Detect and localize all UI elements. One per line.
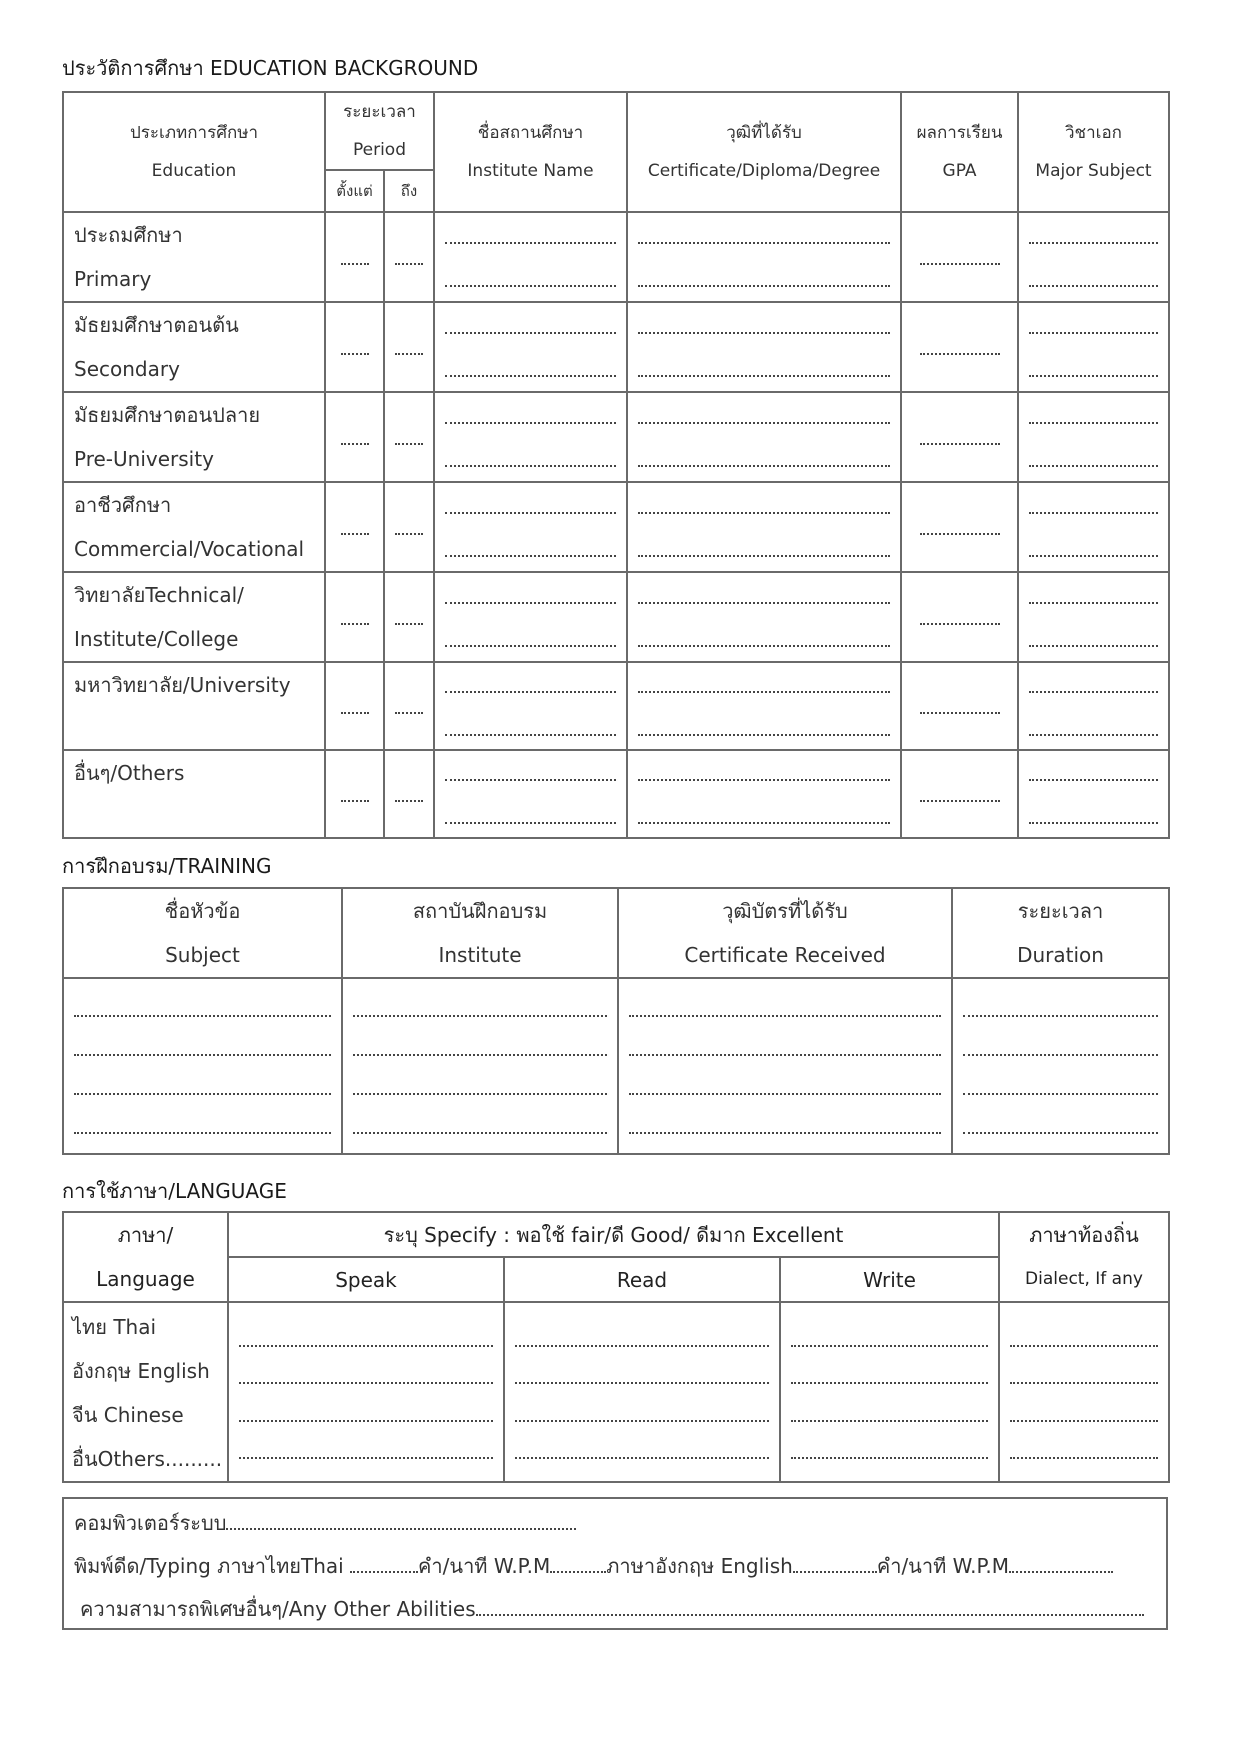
education-institute-field[interactable] (445, 765, 616, 781)
education-period-from-field[interactable] (341, 609, 369, 625)
training-institute-field[interactable] (353, 1001, 607, 1017)
education-major-cell (1018, 302, 1169, 392)
education-gpa-cell (901, 572, 1018, 662)
education-certificate-cell (627, 302, 901, 392)
header-institute-en: Institute Name (467, 161, 594, 181)
training-header-duration-th: ระยะเวลา (1017, 899, 1104, 923)
education-section-title: ประวัติการศึกษา EDUCATION BACKGROUND (62, 56, 479, 80)
language-header-language (63, 1212, 228, 1302)
education-level-th: มหาวิทยาลัย/University (74, 673, 291, 697)
read-chinese-field[interactable] (515, 1406, 769, 1422)
education-header-row (63, 92, 1169, 170)
education-institute-cell (434, 392, 627, 482)
education-institute-field[interactable] (445, 228, 616, 244)
education-institute-field[interactable] (445, 318, 616, 334)
education-period-to-cell (384, 662, 434, 750)
education-certificate-field[interactable] (638, 271, 890, 287)
education-institute-field[interactable] (445, 408, 616, 424)
training-table (62, 887, 1170, 1155)
dialect-thai-field[interactable] (1010, 1331, 1158, 1347)
education-major-field[interactable] (1029, 361, 1158, 377)
read-others-field[interactable] (515, 1443, 769, 1459)
education-level-en: Commercial/Vocational (74, 537, 305, 561)
education-row (63, 750, 1169, 838)
education-period-to-field[interactable] (395, 249, 423, 265)
typing-line (74, 1550, 1113, 1582)
education-institute-cell (434, 212, 627, 302)
language-header-specify: ระบุ Specify : พอใช้ fair/ดี Good/ ดีมาก Excellent (228, 1212, 999, 1257)
education-institute-field[interactable] (445, 361, 616, 377)
training-header-subject-en: Subject (165, 943, 240, 967)
education-period-to-field[interactable] (395, 429, 423, 445)
typing-english-wpm-label: คำ/นาที W.P.M (876, 1554, 1010, 1578)
dialect-chinese-field[interactable] (1010, 1406, 1158, 1422)
training-header-duration (952, 888, 1169, 978)
training-duration-field[interactable] (963, 1040, 1158, 1056)
education-period-from-cell (325, 482, 384, 572)
write-thai-field[interactable] (791, 1331, 988, 1347)
education-period-to-field[interactable] (395, 519, 423, 535)
header-period-th: ระยะเวลา (343, 102, 416, 122)
education-certificate-field[interactable] (638, 361, 890, 377)
education-major-cell (1018, 392, 1169, 482)
training-header-subject-th: ชื่อหัวข้อ (164, 899, 241, 923)
education-institute-field[interactable] (445, 588, 616, 604)
education-period-to-field[interactable] (395, 339, 423, 355)
education-period-to-cell (384, 212, 434, 302)
education-period-from-cell (325, 392, 384, 482)
header-period-to: ถึง (384, 170, 434, 212)
education-certificate-field[interactable] (638, 588, 890, 604)
computer-field[interactable] (226, 1512, 576, 1530)
education-period-from-cell (325, 572, 384, 662)
header-period-from: ตั้งแต่ (325, 170, 384, 212)
education-major-field[interactable] (1029, 318, 1158, 334)
typing-thai-wpm-label: คำ/นาที W.P.M (418, 1554, 551, 1578)
language-section-title: การใช้ภาษา/LANGUAGE (62, 1179, 287, 1203)
language-speak-cell (228, 1302, 504, 1482)
header-institute (434, 92, 627, 212)
language-header-dialect-en: Dialect, If any (1025, 1269, 1143, 1289)
education-level-th: ประถมศึกษา (74, 223, 183, 247)
education-gpa-field[interactable] (920, 519, 1000, 535)
education-institute-field[interactable] (445, 720, 616, 736)
training-institute-field[interactable] (353, 1040, 607, 1056)
education-table (62, 91, 1170, 839)
education-institute-cell (434, 302, 627, 392)
language-header-write: Write (780, 1257, 999, 1302)
education-institute-field[interactable] (445, 677, 616, 693)
speak-english-field[interactable] (239, 1368, 493, 1384)
education-period-to-cell (384, 392, 434, 482)
header-major (1018, 92, 1169, 212)
education-certificate-field[interactable] (638, 720, 890, 736)
speak-others-field[interactable] (239, 1443, 493, 1459)
read-english-field[interactable] (515, 1368, 769, 1384)
language-data-row (63, 1302, 1169, 1482)
education-level-th: มัธยมศึกษาตอนต้น (74, 313, 239, 337)
education-certificate-field[interactable] (638, 228, 890, 244)
training-duration-field[interactable] (963, 1118, 1158, 1134)
header-period-en: Period (352, 140, 406, 160)
education-certificate-cell (627, 482, 901, 572)
training-header-institute-th: สถาบันฝึกอบรม (412, 899, 548, 923)
header-gpa-en: GPA (942, 161, 977, 181)
language-label-english: อังกฤษ English (72, 1359, 210, 1383)
education-gpa-cell (901, 750, 1018, 838)
education-row (63, 212, 1169, 302)
education-certificate-cell (627, 212, 901, 302)
header-major-en: Major Subject (1035, 161, 1152, 181)
education-certificate-field[interactable] (638, 318, 890, 334)
read-thai-field[interactable] (515, 1331, 769, 1347)
education-major-field[interactable] (1029, 228, 1158, 244)
education-major-cell (1018, 750, 1169, 838)
language-labels-cell (63, 1302, 228, 1482)
education-certificate-field[interactable] (638, 677, 890, 693)
header-education-th: ประเภทการศึกษา (129, 123, 259, 143)
language-header-row-1 (63, 1212, 1169, 1257)
education-major-field[interactable] (1029, 720, 1158, 736)
language-header-dialect-th: ภาษาท้องถิ่น (1029, 1223, 1139, 1247)
training-certificate-field[interactable] (629, 1079, 941, 1095)
education-period-to-field[interactable] (395, 609, 423, 625)
education-gpa-field[interactable] (920, 786, 1000, 802)
education-major-field[interactable] (1029, 631, 1158, 647)
language-table (62, 1211, 1170, 1483)
education-institute-cell (434, 662, 627, 750)
education-level-th: อาชีวศึกษา (74, 493, 172, 517)
education-level-en: Pre-University (74, 447, 214, 471)
education-major-field[interactable] (1029, 271, 1158, 287)
speak-chinese-field[interactable] (239, 1406, 493, 1422)
education-level-en (74, 795, 324, 837)
header-gpa-th: ผลการเรียน (916, 123, 1003, 143)
education-level-cell (63, 392, 325, 482)
education-certificate-cell (627, 662, 901, 750)
typing-english-wpm-field[interactable] (1009, 1555, 1113, 1573)
header-education (63, 92, 325, 212)
education-major-field[interactable] (1029, 541, 1158, 557)
education-level-th: อื่นๆ/Others (74, 761, 185, 785)
education-gpa-field[interactable] (920, 249, 1000, 265)
education-certificate-field[interactable] (638, 451, 890, 467)
education-major-field[interactable] (1029, 588, 1158, 604)
education-level-cell (63, 212, 325, 302)
header-certificate-en: Certificate/Diploma/Degree (647, 161, 881, 181)
education-institute-field[interactable] (445, 498, 616, 514)
education-level-en: Secondary (74, 357, 180, 381)
education-certificate-field[interactable] (638, 541, 890, 557)
education-period-to-cell (384, 572, 434, 662)
education-certificate-field[interactable] (638, 498, 890, 514)
education-level-cell (63, 750, 325, 838)
education-gpa-field[interactable] (920, 339, 1000, 355)
training-header-row (63, 888, 1169, 978)
education-level-en: Primary (74, 267, 152, 291)
education-level-cell (63, 482, 325, 572)
training-subject-field[interactable] (74, 1118, 331, 1134)
training-section-title: การฝึกอบรม/TRAINING (62, 854, 272, 878)
education-gpa-field[interactable] (920, 609, 1000, 625)
education-level-cell (63, 572, 325, 662)
education-period-from-field[interactable] (341, 429, 369, 445)
education-period-from-field[interactable] (341, 519, 369, 535)
education-institute-cell (434, 750, 627, 838)
typing-thai-label: พิมพ์ดีด/Typing ภาษาไทยThai (74, 1554, 344, 1578)
language-header-language-th: ภาษา/ (117, 1223, 174, 1247)
education-period-from-cell (325, 212, 384, 302)
education-major-field[interactable] (1029, 408, 1158, 424)
education-certificate-cell (627, 392, 901, 482)
education-gpa-cell (901, 392, 1018, 482)
education-level-th: วิทยาลัยTechnical/ (74, 583, 244, 607)
education-period-from-field[interactable] (341, 249, 369, 265)
education-period-from-field[interactable] (341, 786, 369, 802)
typing-english-label: ภาษาอังกฤษ English (606, 1554, 793, 1578)
dialect-english-field[interactable] (1010, 1368, 1158, 1384)
education-institute-field[interactable] (445, 808, 616, 824)
other-skills-box (62, 1497, 1168, 1630)
header-certificate-th: วุฒิที่ได้รับ (726, 123, 802, 143)
header-gpa (901, 92, 1018, 212)
education-period-to-field[interactable] (395, 786, 423, 802)
computer-label: คอมพิวเตอร์ระบบ (74, 1511, 227, 1535)
training-header-subject (63, 888, 342, 978)
education-gpa-field[interactable] (920, 429, 1000, 445)
education-certificate-field[interactable] (638, 631, 890, 647)
training-institute-cell (342, 978, 618, 1154)
education-period-to-field[interactable] (395, 698, 423, 714)
computer-line (74, 1507, 576, 1539)
training-header-certificate-th: วุฒิบัตรที่ได้รับ (722, 899, 848, 923)
training-header-certificate-en: Certificate Received (684, 943, 886, 967)
language-label-chinese: จีน Chinese (72, 1403, 184, 1427)
education-certificate-cell (627, 572, 901, 662)
training-institute-field[interactable] (353, 1079, 607, 1095)
education-gpa-cell (901, 212, 1018, 302)
header-major-th: วิชาเอก (1065, 123, 1122, 143)
education-level-en: Institute/College (74, 627, 239, 651)
training-duration-field[interactable] (963, 1001, 1158, 1017)
language-header-read: Read (504, 1257, 780, 1302)
training-subject-field[interactable] (74, 1040, 331, 1056)
education-institute-field[interactable] (445, 631, 616, 647)
education-major-field[interactable] (1029, 765, 1158, 781)
education-gpa-cell (901, 482, 1018, 572)
training-duration-field[interactable] (963, 1079, 1158, 1095)
education-row (63, 572, 1169, 662)
education-major-field[interactable] (1029, 808, 1158, 824)
training-duration-cell (952, 978, 1169, 1154)
training-certificate-field[interactable] (629, 1118, 941, 1134)
education-major-cell (1018, 212, 1169, 302)
education-major-cell (1018, 482, 1169, 572)
abilities-label: ความสามารถพิเศษอื่นๆ/Any Other Abilities (80, 1597, 476, 1621)
training-subject-field[interactable] (74, 1001, 331, 1017)
header-institute-th: ชื่อสถานศึกษา (477, 123, 584, 143)
education-level-th: มัธยมศึกษาตอนปลาย (74, 403, 261, 427)
education-row (63, 302, 1169, 392)
language-write-cell (780, 1302, 999, 1482)
education-period-from-field[interactable] (341, 339, 369, 355)
training-subject-cell (63, 978, 342, 1154)
header-period (325, 92, 434, 170)
training-institute-field[interactable] (353, 1118, 607, 1134)
language-header-dialect (999, 1212, 1169, 1302)
education-row (63, 482, 1169, 572)
header-certificate (627, 92, 901, 212)
education-institute-field[interactable] (445, 451, 616, 467)
typing-english-field[interactable] (793, 1555, 877, 1573)
language-label-others: อื่นOthers......... (72, 1447, 223, 1471)
language-header-speak: Speak (228, 1257, 504, 1302)
speak-thai-field[interactable] (239, 1331, 493, 1347)
education-level-cell (63, 302, 325, 392)
typing-thai-field[interactable] (350, 1555, 418, 1573)
typing-thai-wpm-field[interactable] (550, 1555, 606, 1573)
training-header-institute-en: Institute (438, 943, 522, 967)
education-row (63, 662, 1169, 750)
education-institute-cell (434, 572, 627, 662)
education-period-from-cell (325, 302, 384, 392)
education-major-cell (1018, 572, 1169, 662)
education-period-from-field[interactable] (341, 698, 369, 714)
education-certificate-field[interactable] (638, 808, 890, 824)
education-major-cell (1018, 662, 1169, 750)
education-institute-field[interactable] (445, 271, 616, 287)
language-dialect-cell (999, 1302, 1169, 1482)
education-institute-cell (434, 482, 627, 572)
education-period-from-cell (325, 662, 384, 750)
training-certificate-field[interactable] (629, 1040, 941, 1056)
education-major-field[interactable] (1029, 498, 1158, 514)
training-certificate-field[interactable] (629, 1001, 941, 1017)
education-institute-field[interactable] (445, 541, 616, 557)
education-period-from-cell (325, 750, 384, 838)
header-education-en: Education (151, 161, 237, 181)
write-others-field[interactable] (791, 1443, 988, 1459)
education-gpa-cell (901, 662, 1018, 750)
education-period-to-cell (384, 302, 434, 392)
education-certificate-field[interactable] (638, 765, 890, 781)
education-row (63, 392, 1169, 482)
training-header-duration-en: Duration (1017, 943, 1104, 967)
education-period-to-cell (384, 750, 434, 838)
training-certificate-cell (618, 978, 952, 1154)
education-certificate-field[interactable] (638, 408, 890, 424)
language-label-thai: ไทย Thai (72, 1315, 157, 1339)
education-level-cell (63, 662, 325, 750)
abilities-field[interactable] (476, 1598, 1144, 1616)
language-read-cell (504, 1302, 780, 1482)
education-level-en (74, 707, 324, 749)
write-english-field[interactable] (791, 1368, 988, 1384)
education-gpa-cell (901, 302, 1018, 392)
education-major-field[interactable] (1029, 677, 1158, 693)
training-header-certificate (618, 888, 952, 978)
abilities-line (80, 1593, 1144, 1625)
dialect-others-field[interactable] (1010, 1443, 1158, 1459)
education-major-field[interactable] (1029, 451, 1158, 467)
training-subject-field[interactable] (74, 1079, 331, 1095)
language-header-language-en: Language (96, 1267, 195, 1291)
education-certificate-cell (627, 750, 901, 838)
education-gpa-field[interactable] (920, 698, 1000, 714)
write-chinese-field[interactable] (791, 1406, 988, 1422)
training-header-institute (342, 888, 618, 978)
training-data-row (63, 978, 1169, 1154)
education-period-to-cell (384, 482, 434, 572)
